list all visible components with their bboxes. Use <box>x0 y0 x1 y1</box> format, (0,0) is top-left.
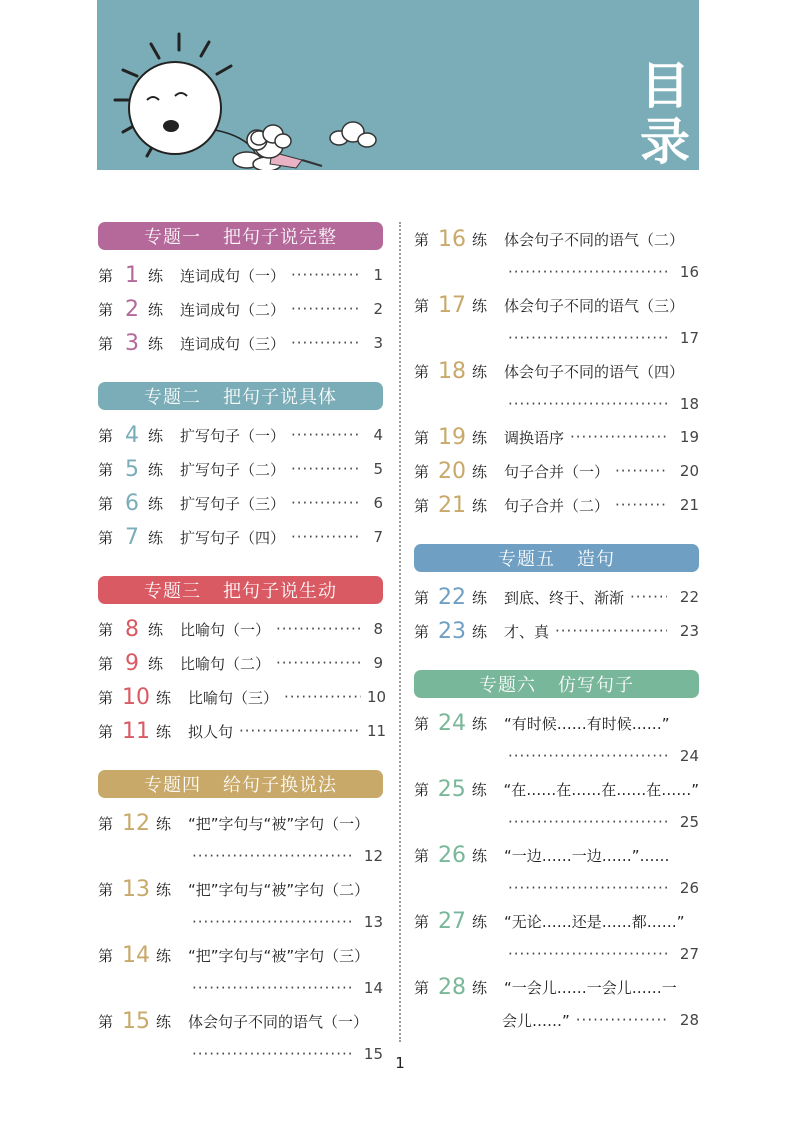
toc-entry[interactable]: 第 11 练 拟人句 ····· 11 <box>98 714 383 748</box>
toc-entry[interactable]: 第 8 练 比喻句（一） ····· 8 <box>98 612 383 646</box>
header-band <box>97 0 699 170</box>
toc-entry[interactable]: 第 3 练 连词成句（三） ····· 3 <box>98 326 383 360</box>
toc-entry[interactable]: 第 15 练 体会句子不同的语气（一） ····· 15 <box>98 1004 383 1070</box>
topic-banner: 专题五 造句 <box>414 544 699 572</box>
toc-entry[interactable]: 第 4 练 扩写句子（一） ····· 4 <box>98 418 383 452</box>
toc-entry[interactable]: 第 12 练 “把”字句与“被”字句（一） ····· 12 <box>98 806 383 872</box>
toc-entry[interactable]: 第 16 练 体会句子不同的语气（二） ····· 16 <box>414 222 699 288</box>
page-title: 目录 <box>640 57 690 171</box>
toc-entry[interactable]: 第 22 练 到底、终于、渐渐 ····· 22 <box>414 580 699 614</box>
toc-entry[interactable]: 第 9 练 比喻句（二） ····· 9 <box>98 646 383 680</box>
column-divider <box>399 222 401 1042</box>
toc-entry[interactable]: 第 6 练 扩写句子（三） ····· 6 <box>98 486 383 520</box>
sun-and-child-illustration <box>97 0 417 170</box>
toc-entry[interactable]: 第 1 练 连词成句（一） ····· 1 <box>98 258 383 292</box>
toc-entry[interactable]: 第 10 练 比喻句（三） ····· 10 <box>98 680 383 714</box>
toc-entry[interactable]: 第 17 练 体会句子不同的语气（三） ····· 17 <box>414 288 699 354</box>
toc-left-column <box>98 222 387 1070</box>
toc-entry[interactable]: 第 18 练 体会句子不同的语气（四） ····· 18 <box>414 354 699 420</box>
toc-entry[interactable]: 第 2 练 连词成句（二） ····· 2 <box>98 292 383 326</box>
toc-entry[interactable]: 第 5 练 扩写句子（二） ····· 5 <box>98 452 383 486</box>
toc-entry[interactable]: 第 13 练 “把”字句与“被”字句（二） ····· 13 <box>98 872 383 938</box>
topic-banner: 专题六 仿写句子 <box>414 670 699 698</box>
toc-right-column <box>414 222 699 1036</box>
toc-entry[interactable]: 第 7 练 扩写句子（四） ····· 7 <box>98 520 383 554</box>
toc-entry[interactable]: 第 20 练 句子合并（一） ····· 20 <box>414 454 699 488</box>
toc-entry[interactable]: 第 25 练 “在……在……在……在……” ····· 25 <box>414 772 699 838</box>
page-number: 1 <box>395 1054 405 1072</box>
toc-entry[interactable]: 第 14 练 “把”字句与“被”字句（三） ····· 14 <box>98 938 383 1004</box>
toc-entry[interactable]: 第 28 练 “一会儿……一会儿……一 会儿……” ····· 28 <box>414 970 699 1036</box>
toc-entry[interactable]: 第 27 练 “无论……还是……都……” ····· 27 <box>414 904 699 970</box>
topic-banner: 专题三 把句子说生动 <box>98 576 383 604</box>
toc-entry[interactable]: 第 21 练 句子合并（二） ····· 21 <box>414 488 699 522</box>
toc-entry[interactable]: 第 19 练 调换语序 ····· 19 <box>414 420 699 454</box>
topic-banner: 专题一 把句子说完整 <box>98 222 383 250</box>
toc-entry[interactable]: 第 26 练 “一边……一边……”…… ····· 26 <box>414 838 699 904</box>
toc-entry[interactable]: 第 23 练 才、真 ····· 23 <box>414 614 699 648</box>
toc-entry[interactable]: 第 24 练 “有时候……有时候……” ····· 24 <box>414 706 699 772</box>
topic-banner: 专题二 把句子说具体 <box>98 382 383 410</box>
topic-banner: 专题四 给句子换说法 <box>98 770 383 798</box>
